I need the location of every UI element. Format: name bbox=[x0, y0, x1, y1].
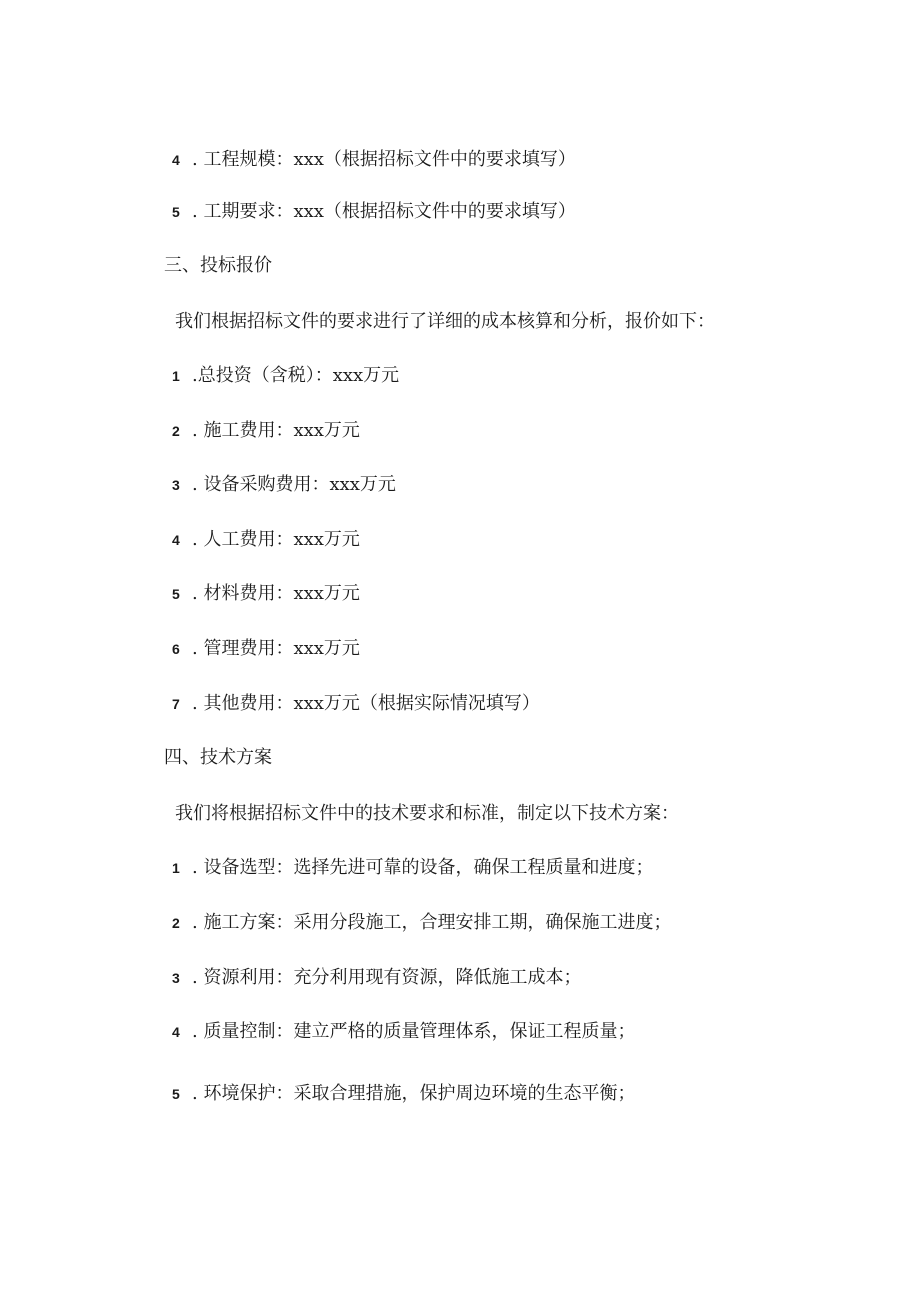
item-number: 3 bbox=[172, 477, 180, 493]
item-number: 3 bbox=[172, 970, 180, 986]
item-text: . 人工费用：xxx万元 bbox=[192, 529, 360, 550]
item-text: .总投资（含税）：xxx万元 bbox=[192, 365, 400, 386]
item-number: 5 bbox=[172, 204, 180, 220]
item-text: . 工期要求：xxx（根据招标文件中的要求填写） bbox=[192, 201, 576, 222]
list-item bbox=[172, 966, 581, 990]
item-number: 5 bbox=[172, 586, 180, 602]
item-text: . 材料费用：xxx万元 bbox=[192, 583, 360, 604]
list-item bbox=[172, 911, 671, 935]
section-heading-pricing: 三、投标报价 bbox=[164, 255, 272, 276]
list-item bbox=[172, 692, 540, 716]
item-text: . 施工费用：xxx万元 bbox=[192, 420, 360, 441]
item-text: . 环境保护：采取合理措施，保护周边环境的生态平衡； bbox=[192, 1083, 636, 1104]
item-number: 5 bbox=[172, 1086, 180, 1102]
item-number: 1 bbox=[172, 860, 180, 876]
item-number: 6 bbox=[172, 641, 180, 657]
list-item bbox=[172, 364, 399, 388]
technical-intro: 我们将根据招标文件中的技术要求和标准，制定以下技术方案： bbox=[175, 803, 679, 824]
item-number: 2 bbox=[172, 915, 180, 931]
list-item bbox=[172, 473, 396, 497]
list-item bbox=[172, 1020, 635, 1044]
item-number: 4 bbox=[172, 532, 180, 548]
list-item bbox=[172, 856, 653, 880]
item-number: 2 bbox=[172, 423, 180, 439]
item-text: . 管理费用：xxx万元 bbox=[192, 638, 360, 659]
list-item bbox=[172, 1082, 635, 1106]
item-number: 4 bbox=[172, 1024, 180, 1040]
section-heading-technical: 四、技术方案 bbox=[164, 747, 272, 768]
item-text: . 设备采购费用：xxx万元 bbox=[192, 474, 396, 495]
item-number: 1 bbox=[172, 368, 180, 384]
item-text: . 其他费用：xxx万元（根据实际情况填写） bbox=[192, 693, 540, 714]
item-text: . 工程规模：xxx（根据招标文件中的要求填写） bbox=[192, 149, 576, 170]
item-number: 7 bbox=[172, 696, 180, 712]
list-item bbox=[172, 582, 360, 606]
item-text: . 施工方案：采用分段施工，合理安排工期，确保施工进度； bbox=[192, 912, 672, 933]
item-text: . 质量控制：建立严格的质量管理体系，保证工程质量； bbox=[192, 1021, 636, 1042]
list-item bbox=[172, 419, 360, 443]
list-item bbox=[172, 148, 576, 172]
item-text: . 设备选型：选择先进可靠的设备，确保工程质量和进度； bbox=[192, 857, 654, 878]
list-item bbox=[172, 528, 360, 552]
item-text: . 资源利用：充分利用现有资源，降低施工成本； bbox=[192, 967, 582, 988]
item-number: 4 bbox=[172, 152, 180, 168]
pricing-intro: 我们根据招标文件的要求进行了详细的成本核算和分析，报价如下： bbox=[175, 311, 715, 332]
list-item bbox=[172, 200, 576, 224]
list-item bbox=[172, 637, 360, 661]
